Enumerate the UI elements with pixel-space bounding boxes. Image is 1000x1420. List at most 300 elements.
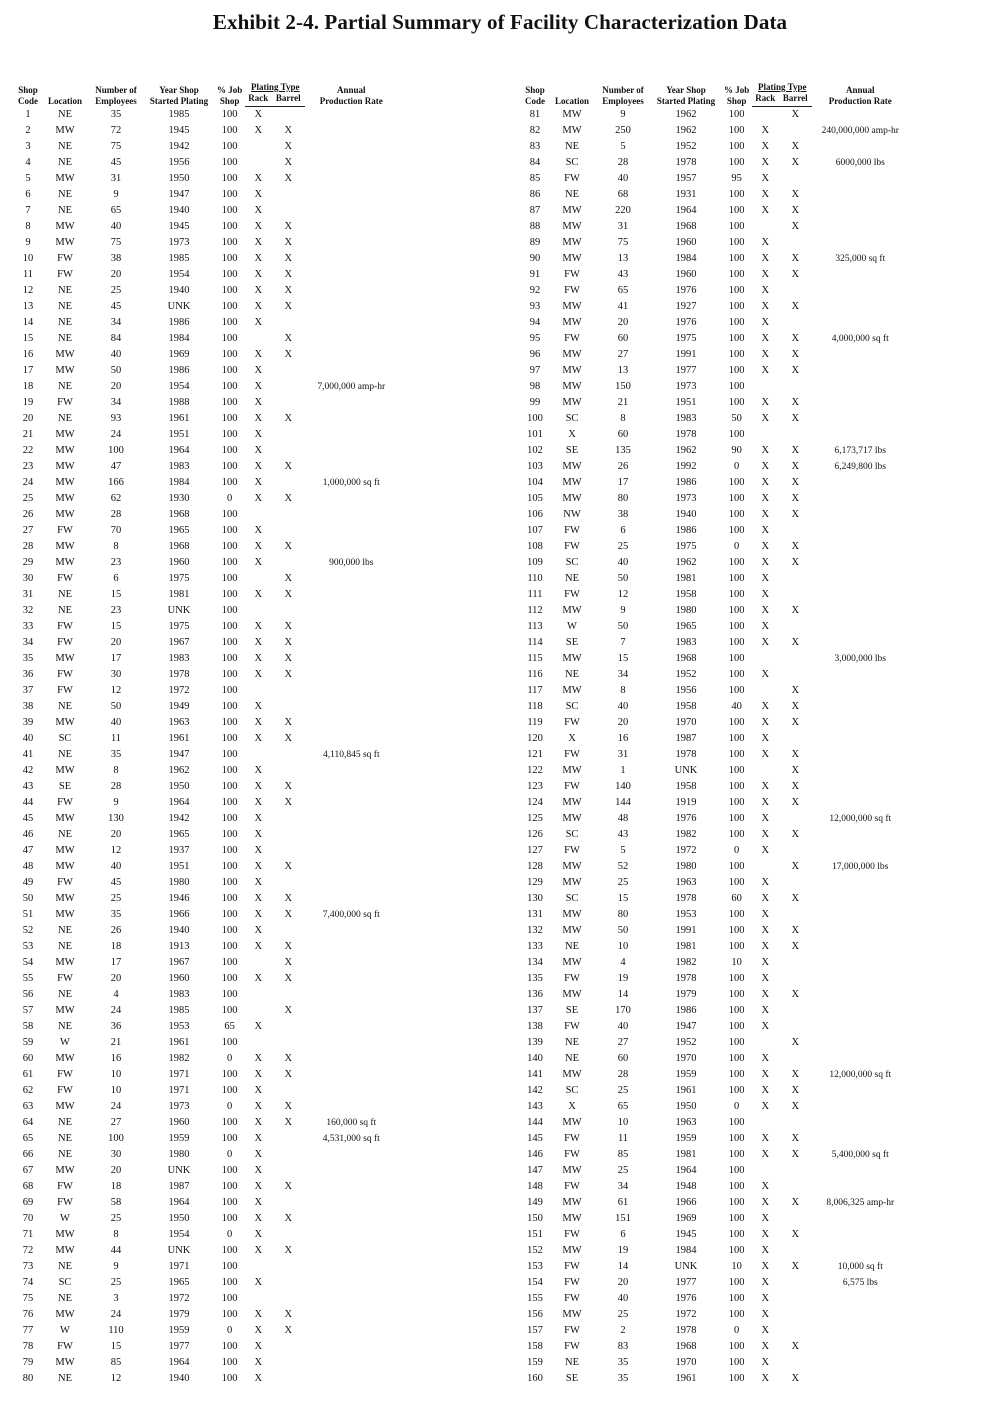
cell-shop-code: 154: [527, 1277, 543, 1288]
cell-job-shop: 100: [728, 141, 745, 152]
cell-barrel: X: [284, 237, 293, 248]
cell-employees: 48: [617, 813, 629, 824]
cell-shop-code: 38: [22, 701, 34, 712]
header-production: Annual Production Rate: [319, 84, 383, 106]
cell-shop-code: 118: [527, 701, 543, 712]
cell-shop-code: 91: [529, 269, 541, 280]
table-row: [14, 1291, 397, 1307]
cell-year: 1984: [675, 253, 697, 264]
cell-job-shop: 100: [728, 189, 745, 200]
cell-job-shop: 100: [221, 509, 238, 520]
cell-location: FW: [57, 1085, 73, 1096]
cell-job-shop: 100: [221, 349, 238, 360]
cell-location: FW: [57, 397, 73, 408]
cell-employees: 50: [110, 701, 122, 712]
cell-job-shop: 100: [221, 157, 238, 168]
cell-year: 1967: [168, 637, 190, 648]
cell-rack: X: [254, 109, 263, 120]
table-row: [521, 1275, 908, 1291]
cell-job-shop: 100: [221, 1197, 238, 1208]
cell-shop-code: 115: [527, 653, 543, 664]
cell-employees: 100: [108, 445, 124, 456]
table-row: [521, 779, 908, 795]
cell-year: 1968: [168, 541, 190, 552]
cell-year: 1968: [675, 653, 697, 664]
table-row: [521, 955, 908, 971]
table-row: [521, 1115, 908, 1131]
cell-year: 1971: [168, 1069, 190, 1080]
cell-barrel: [271, 187, 305, 203]
cell-barrel: [271, 475, 305, 491]
cell-production-rate: [305, 491, 397, 507]
header-shop-code: Shop Code: [525, 84, 545, 106]
cell-location: W: [60, 1213, 70, 1224]
cell-barrel: [778, 235, 812, 251]
cell-location: MW: [562, 813, 582, 824]
cell-barrel: X: [791, 445, 800, 456]
cell-barrel: X: [791, 461, 800, 472]
cell-rack: X: [761, 877, 770, 888]
cell-shop-code: 127: [527, 845, 543, 856]
cell-employees: 4: [620, 957, 626, 968]
cell-location: NE: [58, 413, 72, 424]
cell-shop-code: 97: [529, 365, 541, 376]
cell-location: MW: [562, 317, 582, 328]
cell-barrel: X: [791, 1101, 800, 1112]
cell-rack: [752, 763, 778, 779]
cell-barrel: X: [791, 989, 800, 1000]
cell-location: MW: [55, 1005, 75, 1016]
cell-job-shop: 100: [728, 477, 745, 488]
cell-rack: X: [761, 909, 770, 920]
table-row: [14, 235, 397, 251]
cell-barrel: X: [791, 509, 800, 520]
cell-employees: 6: [620, 525, 626, 536]
table-row: [14, 667, 397, 683]
cell-employees: 135: [615, 445, 631, 456]
cell-barrel: [271, 507, 305, 523]
table-row: [14, 1323, 397, 1339]
cell-job-shop: 100: [728, 1197, 745, 1208]
cell-job-shop: 0: [734, 1325, 740, 1336]
cell-shop-code: 50: [22, 893, 34, 904]
cell-location: MW: [55, 349, 75, 360]
cell-barrel: [778, 1051, 812, 1067]
cell-barrel: [778, 811, 812, 827]
cell-shop-code: 29: [22, 557, 34, 568]
table-row: [14, 539, 397, 555]
cell-rack: X: [254, 413, 263, 424]
cell-barrel: [271, 875, 305, 891]
cell-production-rate: [812, 1115, 908, 1131]
table-row: [14, 779, 397, 795]
cell-rack: X: [254, 1197, 263, 1208]
cell-location: NE: [58, 605, 72, 616]
cell-barrel: [271, 1339, 305, 1355]
cell-rack: X: [761, 829, 770, 840]
cell-barrel: X: [284, 1181, 293, 1192]
cell-barrel: X: [791, 269, 800, 280]
cell-production-rate: [305, 363, 397, 379]
table-row: [14, 315, 397, 331]
cell-rack: X: [254, 1085, 263, 1096]
cell-production-rate: [812, 1227, 908, 1243]
cell-job-shop: 100: [728, 1309, 745, 1320]
cell-barrel: X: [791, 1197, 800, 1208]
cell-production-rate: [812, 923, 908, 939]
cell-rack: X: [761, 317, 770, 328]
cell-location: MW: [55, 1101, 75, 1112]
table-row: [521, 827, 908, 843]
cell-year: 1983: [168, 461, 190, 472]
cell-employees: 10: [110, 1085, 122, 1096]
cell-shop-code: 33: [22, 621, 34, 632]
cell-rack: X: [254, 461, 263, 472]
cell-barrel: X: [284, 1245, 293, 1256]
cell-job-shop: 100: [728, 525, 745, 536]
cell-year: 1983: [168, 653, 190, 664]
cell-rack: X: [761, 1181, 770, 1192]
cell-barrel: X: [791, 1133, 800, 1144]
cell-production-rate: [305, 1227, 397, 1243]
cell-job-shop: 100: [728, 877, 745, 888]
cell-rack: X: [254, 925, 263, 936]
cell-rack: X: [254, 285, 263, 296]
cell-location: MW: [562, 989, 582, 1000]
cell-shop-code: 43: [22, 781, 34, 792]
cell-shop-code: 22: [22, 445, 34, 456]
cell-employees: 151: [615, 1213, 631, 1224]
cell-production-rate: [812, 395, 908, 411]
table-row: [14, 1179, 397, 1195]
cell-job-shop: 100: [728, 317, 745, 328]
cell-year: 1952: [675, 1037, 697, 1048]
header-production: Annual Production Rate: [828, 84, 892, 106]
cell-year: 1950: [168, 173, 190, 184]
cell-employees: 30: [110, 1149, 122, 1160]
table-row: [521, 139, 908, 155]
cell-location: MW: [562, 925, 582, 936]
table-row: [521, 603, 908, 619]
cell-year: 1965: [675, 621, 697, 632]
cell-year: 1971: [168, 1085, 190, 1096]
cell-production-rate: 6,249,800 lbs: [834, 462, 886, 472]
cell-employees: 10: [110, 1069, 122, 1080]
cell-production-rate: [305, 667, 397, 683]
table-row: [521, 683, 908, 699]
cell-job-shop: 100: [221, 1373, 238, 1384]
table-row: [14, 1211, 397, 1227]
cell-employees: 20: [617, 717, 629, 728]
cell-year: 1959: [675, 1069, 697, 1080]
cell-rack: X: [761, 1101, 770, 1112]
table-row: [14, 331, 397, 347]
cell-job-shop: 100: [221, 1341, 238, 1352]
cell-shop-code: 122: [527, 765, 543, 776]
cell-year: 1969: [168, 349, 190, 360]
cell-barrel: [271, 923, 305, 939]
cell-shop-code: 13: [22, 301, 34, 312]
cell-shop-code: 77: [22, 1325, 34, 1336]
cell-production-rate: [305, 891, 397, 907]
cell-job-shop: 100: [221, 589, 238, 600]
table-row: [521, 907, 908, 923]
table-row: [14, 875, 397, 891]
cell-production-rate: [812, 731, 908, 747]
cell-production-rate: [812, 267, 908, 283]
cell-year: 1980: [168, 877, 190, 888]
facility-table-left: [14, 82, 397, 1387]
cell-year: 1986: [675, 525, 697, 536]
cell-barrel: X: [791, 141, 800, 152]
cell-employees: 17: [110, 653, 122, 664]
cell-barrel: X: [791, 765, 800, 776]
cell-location: MW: [562, 301, 582, 312]
cell-shop-code: 23: [22, 461, 34, 472]
table-row: [14, 955, 397, 971]
cell-rack: X: [761, 1341, 770, 1352]
cell-production-rate: [305, 107, 397, 124]
cell-employees: 52: [617, 861, 629, 872]
cell-rack: X: [254, 1133, 263, 1144]
cell-production-rate: [305, 1339, 397, 1355]
cell-rack: X: [254, 1245, 263, 1256]
cell-barrel: X: [791, 781, 800, 792]
cell-barrel: X: [791, 941, 800, 952]
cell-rack: X: [761, 941, 770, 952]
cell-rack: [245, 955, 271, 971]
table-row: [521, 1051, 908, 1067]
cell-rack: X: [761, 333, 770, 344]
cell-production-rate: [812, 1003, 908, 1019]
cell-location: FW: [57, 525, 73, 536]
cell-location: MW: [55, 813, 75, 824]
cell-job-shop: 100: [221, 173, 238, 184]
table-row: [14, 1371, 397, 1387]
table-row: [14, 203, 397, 219]
cell-year: 1991: [675, 925, 697, 936]
cell-job-shop: 100: [221, 893, 238, 904]
cell-shop-code: 132: [527, 925, 543, 936]
cell-year: 1981: [168, 589, 190, 600]
cell-employees: 25: [617, 541, 629, 552]
cell-barrel: X: [284, 669, 293, 680]
cell-year: 1976: [675, 1293, 697, 1304]
cell-location: SE: [565, 445, 579, 456]
cell-production-rate: [812, 619, 908, 635]
cell-job-shop: 100: [221, 253, 238, 264]
cell-barrel: [271, 603, 305, 619]
cell-production-rate: [812, 1131, 908, 1147]
cell-production-rate: [305, 267, 397, 283]
table-row: [521, 315, 908, 331]
cell-rack: X: [761, 1293, 770, 1304]
cell-shop-code: 25: [22, 493, 34, 504]
cell-production-rate: [812, 987, 908, 1003]
cell-barrel: X: [791, 221, 800, 232]
cell-job-shop: 100: [728, 397, 745, 408]
cell-employees: 43: [617, 829, 629, 840]
cell-shop-code: 139: [527, 1037, 543, 1048]
cell-rack: X: [254, 733, 263, 744]
cell-shop-code: 84: [529, 157, 541, 168]
cell-rack: [752, 859, 778, 875]
cell-barrel: X: [284, 1053, 293, 1064]
cell-job-shop: 100: [728, 637, 745, 648]
table-row: [14, 299, 397, 315]
cell-rack: X: [761, 1085, 770, 1096]
cell-location: NE: [58, 1373, 72, 1384]
cell-year: 1964: [168, 797, 190, 808]
cell-job-shop: 100: [728, 1005, 745, 1016]
cell-production-rate: [305, 539, 397, 555]
cell-location: MW: [55, 957, 75, 968]
facility-table-right: [521, 82, 908, 1387]
cell-location: MW: [55, 765, 75, 776]
cell-barrel: X: [284, 909, 293, 920]
cell-shop-code: 143: [527, 1101, 543, 1112]
cell-shop-code: 56: [22, 989, 34, 1000]
cell-location: NE: [58, 1261, 72, 1272]
cell-location: SC: [565, 157, 579, 168]
cell-employees: 85: [110, 1357, 122, 1368]
cell-location: FW: [57, 669, 73, 680]
cell-barrel: X: [791, 477, 800, 488]
cell-year: 1959: [168, 1325, 190, 1336]
cell-location: FW: [564, 845, 580, 856]
cell-year: 1961: [168, 413, 190, 424]
cell-employees: 15: [617, 893, 629, 904]
cell-barrel: X: [284, 269, 293, 280]
cell-employees: 31: [110, 173, 122, 184]
cell-location: FW: [564, 285, 580, 296]
cell-employees: 41: [617, 301, 629, 312]
table-body-right: [521, 107, 908, 1388]
cell-employees: 83: [617, 1341, 629, 1352]
table-row: [521, 459, 908, 475]
cell-employees: 75: [110, 141, 122, 152]
table-row: [14, 907, 397, 923]
cell-job-shop: 10: [731, 957, 742, 968]
cell-rack: X: [254, 221, 263, 232]
cell-rack: X: [761, 397, 770, 408]
cell-barrel: [271, 379, 305, 395]
cell-shop-code: 126: [527, 829, 543, 840]
table-row: [521, 1147, 908, 1163]
cell-barrel: X: [284, 717, 293, 728]
cell-rack: X: [254, 1373, 263, 1384]
cell-shop-code: 18: [22, 381, 34, 392]
cell-shop-code: 155: [527, 1293, 543, 1304]
cell-employees: 8: [113, 765, 119, 776]
cell-shop-code: 134: [527, 957, 543, 968]
cell-shop-code: 2: [25, 125, 31, 136]
cell-year: 1963: [675, 1117, 697, 1128]
cell-shop-code: 67: [22, 1165, 34, 1176]
cell-job-shop: 100: [728, 1165, 745, 1176]
cell-shop-code: 69: [22, 1197, 34, 1208]
cell-employees: 20: [110, 269, 122, 280]
cell-location: MW: [55, 221, 75, 232]
cell-job-shop: 100: [221, 1277, 238, 1288]
cell-shop-code: 47: [22, 845, 34, 856]
cell-rack: X: [254, 941, 263, 952]
cell-production-rate: 160,000 sq ft: [326, 1118, 377, 1128]
cell-production-rate: [305, 123, 397, 139]
cell-shop-code: 142: [527, 1085, 543, 1096]
cell-rack: [245, 1003, 271, 1019]
cell-production-rate: [812, 699, 908, 715]
cell-job-shop: 100: [221, 653, 238, 664]
cell-shop-code: 156: [527, 1309, 543, 1320]
table-row: [14, 827, 397, 843]
cell-employees: 23: [110, 557, 122, 568]
cell-location: NE: [58, 589, 72, 600]
cell-rack: X: [761, 605, 770, 616]
cell-year: 1952: [675, 141, 697, 152]
cell-shop-code: 28: [22, 541, 34, 552]
cell-barrel: X: [284, 221, 293, 232]
cell-shop-code: 24: [22, 477, 34, 488]
header-employees: Number of Employees: [602, 84, 644, 106]
cell-rack: [245, 747, 271, 763]
cell-barrel: [271, 1195, 305, 1211]
table-row: [14, 1067, 397, 1083]
cell-location: MW: [55, 653, 75, 664]
cell-location: FW: [564, 973, 580, 984]
cell-shop-code: 44: [22, 797, 34, 808]
cell-shop-code: 85: [529, 173, 541, 184]
cell-location: MW: [55, 461, 75, 472]
cell-job-shop: 100: [728, 1341, 745, 1352]
cell-rack: [752, 427, 778, 443]
cell-location: FW: [564, 1325, 580, 1336]
cell-job-shop: 100: [728, 925, 745, 936]
cell-shop-code: 89: [529, 237, 541, 248]
cell-production-rate: [305, 187, 397, 203]
cell-year: 1981: [675, 573, 697, 584]
cell-year: 1954: [168, 381, 190, 392]
cell-rack: X: [254, 1277, 263, 1288]
cell-shop-code: 3: [25, 141, 31, 152]
cell-shop-code: 11: [22, 269, 34, 280]
cell-job-shop: 100: [728, 1133, 745, 1144]
cell-shop-code: 78: [22, 1341, 34, 1352]
cell-year: 1954: [168, 269, 190, 280]
cell-location: MW: [562, 1309, 582, 1320]
table-row: [14, 731, 397, 747]
cell-employees: 25: [110, 1277, 122, 1288]
table-row: [521, 971, 908, 987]
table-row: [521, 251, 908, 267]
cell-location: FW: [564, 749, 580, 760]
cell-production-rate: 7,400,000 sq ft: [322, 910, 380, 920]
cell-job-shop: 0: [734, 1101, 740, 1112]
cell-employees: 25: [110, 285, 122, 296]
cell-year: 1968: [675, 1341, 697, 1352]
table-row: [521, 1067, 908, 1083]
cell-shop-code: 158: [527, 1341, 543, 1352]
table-row: [14, 1115, 397, 1131]
cell-rack: X: [761, 413, 770, 424]
cell-shop-code: 100: [527, 413, 543, 424]
cell-job-shop: 100: [728, 1149, 745, 1160]
cell-production-rate: 7,000,000 amp-hr: [317, 382, 386, 392]
table-row: [521, 379, 908, 395]
cell-job-shop: 100: [221, 141, 238, 152]
cell-year: 1985: [168, 108, 190, 120]
cell-barrel: X: [284, 173, 293, 184]
